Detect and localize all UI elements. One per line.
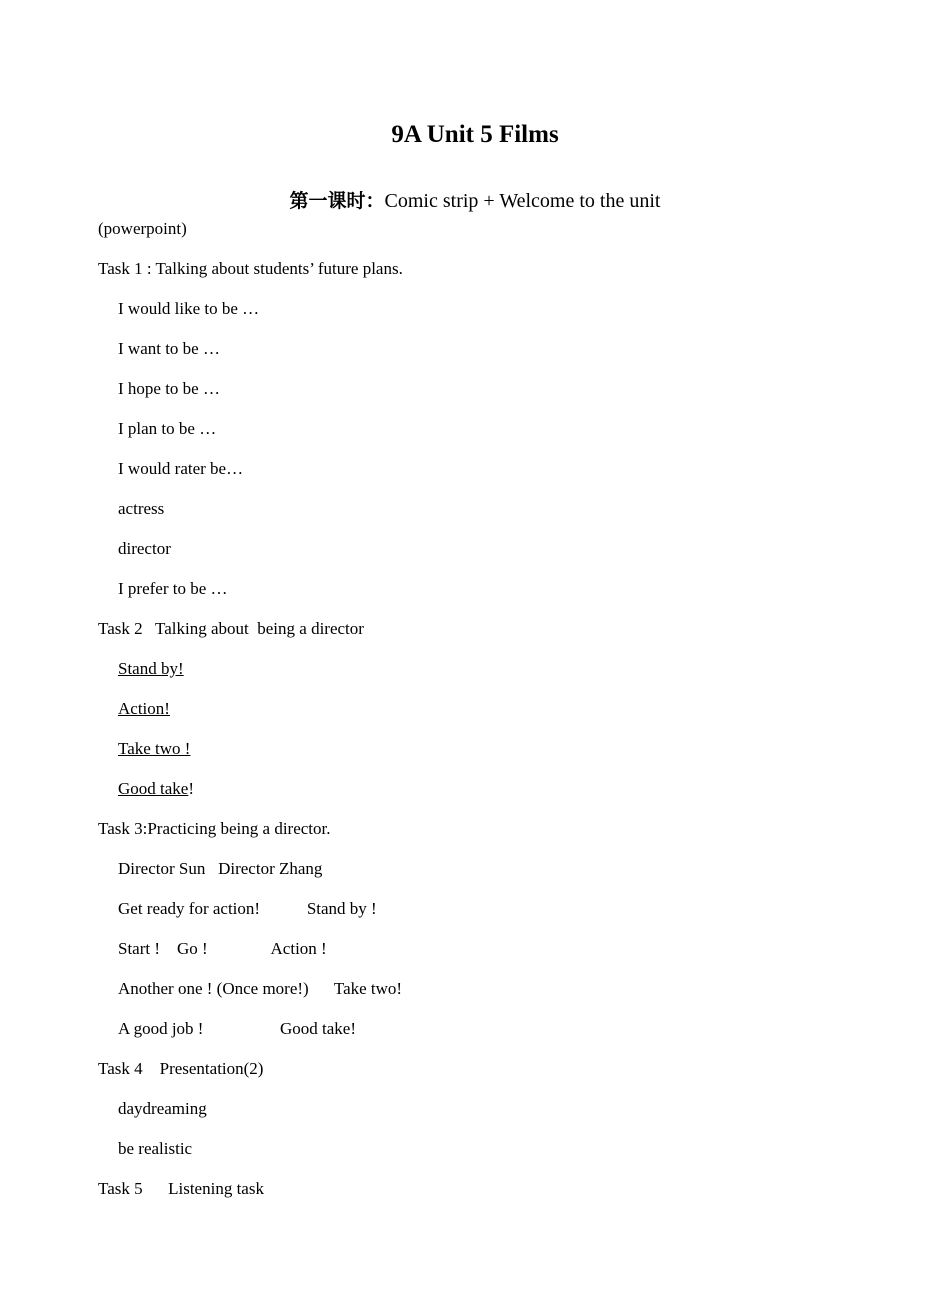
task3-item: Get ready for action! Stand by ! — [118, 899, 377, 918]
task2-item — [98, 656, 878, 696]
powerpoint-note: (powerpoint) — [98, 219, 187, 238]
task3-item: Director Sun Director Zhang — [118, 859, 323, 878]
task4-item: be realistic — [118, 1139, 193, 1158]
lesson-number-label: 第一课时： — [289, 190, 385, 212]
task1-item: director — [118, 539, 171, 558]
task2-item — [98, 776, 878, 816]
task1-item: I hope to be … — [118, 379, 220, 398]
task2-item — [98, 696, 878, 736]
document-body — [98, 216, 878, 1216]
task1-item: I prefer to be … — [118, 579, 228, 598]
task1-item: I want to be … — [118, 339, 220, 358]
exclamation-suffix: ! — [188, 779, 195, 798]
director-phrase: Stand by! — [118, 659, 184, 678]
director-phrase: Action! — [118, 699, 170, 718]
task3-item: Another one ! (Once more!) Take two! — [118, 979, 403, 998]
task1-item: actress — [118, 499, 165, 518]
task1-item: I would like to be … — [118, 299, 260, 318]
task1-heading: Task 1 : Talking about students’ future plans. — [98, 259, 403, 278]
task2-item — [98, 736, 878, 776]
task4-item: daydreaming — [118, 1099, 207, 1118]
task3-heading: Task 3:Practicing being a director. — [98, 819, 331, 838]
lesson-subtitle — [0, 187, 950, 215]
task4-heading: Task 4 Presentation(2) — [98, 1059, 264, 1078]
task1-item: I plan to be … — [118, 419, 217, 438]
director-phrase: Good take — [118, 779, 189, 798]
document-title: 9A Unit 5 Films — [391, 121, 559, 148]
task3-item: A good job ! Good take! — [118, 1019, 356, 1038]
director-phrase: Take two ! — [118, 739, 191, 758]
task2-heading: Task 2 Talking about being a director — [98, 619, 364, 638]
task5-heading: Task 5 Listening task — [98, 1179, 264, 1198]
lesson-topic: Comic strip + Welcome to the unit — [384, 190, 661, 212]
task1-item: I would rater be… — [118, 459, 244, 478]
task3-item: Start ! Go ! Action ! — [118, 939, 327, 958]
